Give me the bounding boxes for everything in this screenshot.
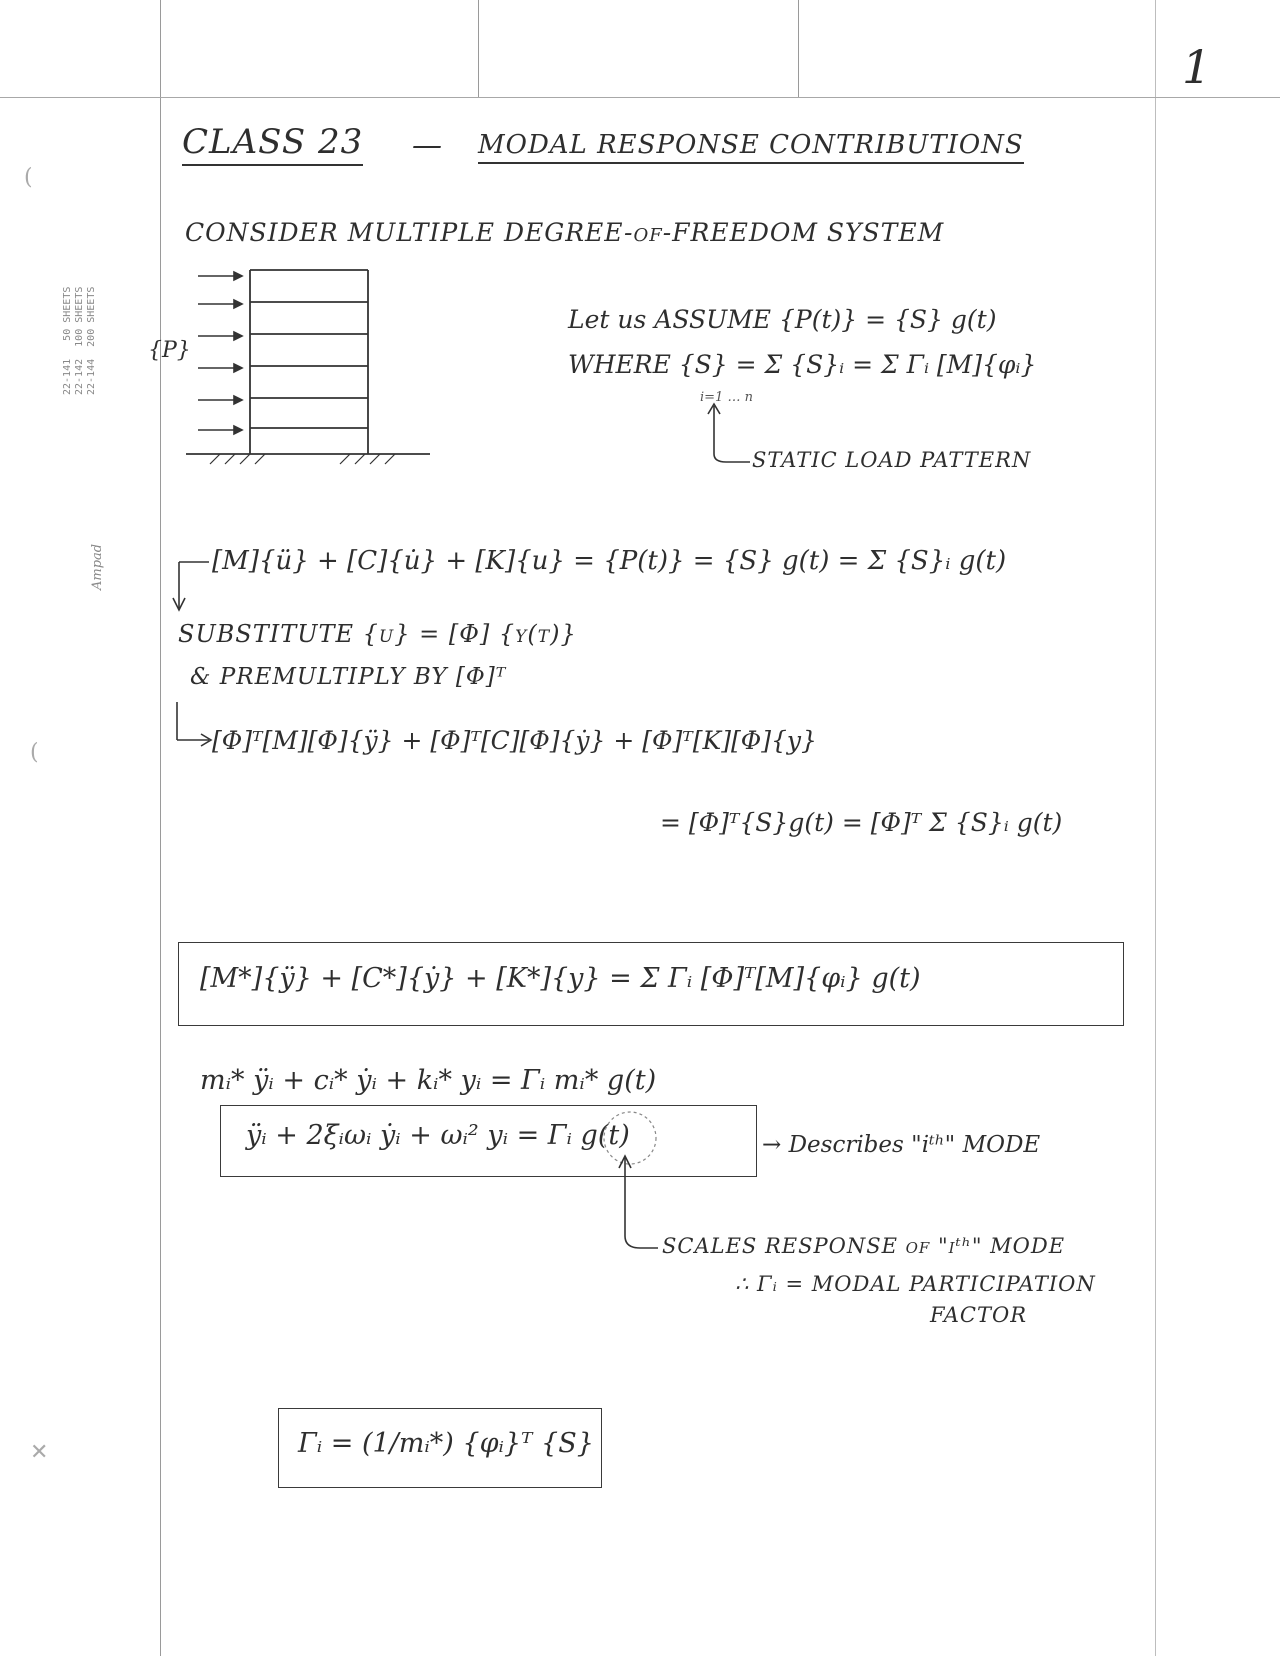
pad-line-1: 22-141 50 SHEETS <box>62 286 73 395</box>
topic-title: MODAL RESPONSE CONTRIBUTIONS <box>478 130 1024 164</box>
pad-sheet-counts <box>62 287 98 395</box>
pad-brand: Ampad <box>90 543 105 590</box>
class-label: CLASS 23 <box>182 122 363 166</box>
intro-text: CONSIDER MULTIPLE DEGREE-of-FREEDOM SYSTEM <box>185 218 945 247</box>
heading-dash: — <box>412 128 442 163</box>
modal-equation: mᵢ* ÿᵢ + cᵢ* ẏᵢ + kᵢ* yᵢ = Γᵢ mᵢ* g(t) <box>200 1065 657 1096</box>
margin-mark-1: ( <box>24 165 33 190</box>
expanded-lhs: [Φ]ᵀ[M][Φ]{ÿ} + [Φ]ᵀ[C][Φ]{ẏ} + [Φ]ᵀ[K][Φ]{y} <box>212 726 817 755</box>
static-load-pattern-label: STATIC LOAD PATTERN <box>752 448 1032 472</box>
normalized-modal-equation: ÿᵢ + 2ξᵢωᵢ ẏᵢ + ωᵢ² yᵢ = Γᵢ g(t) <box>246 1120 630 1151</box>
expanded-rhs: = [Φ]ᵀ{S}g(t) = [Φ]ᵀ Σ {S}ᵢ g(t) <box>660 808 1063 837</box>
generalized-equation: [M*]{ÿ} + [C*]{ẏ} + [K*]{y} = Σ Γᵢ [Φ]ᵀ[M]{φᵢ} g(t) <box>200 963 921 994</box>
header-divider-1 <box>478 0 479 97</box>
scales-response-note: SCALES RESPONSE of "iᵗʰ" MODE <box>662 1234 1066 1258</box>
describes-mode-note: → Describes "iᵗʰ" MODE <box>762 1132 1041 1158</box>
margin-mark-2: ( <box>30 740 39 765</box>
assume-text: Let us ASSUME {P(t)} = {S} g(t) <box>568 305 997 334</box>
flow-arrow-1 <box>165 548 215 618</box>
substitute-text: SUBSTITUTE {u} = [Φ] {y(t)} <box>178 620 577 648</box>
header-line <box>0 97 1280 98</box>
static-pattern-arrow <box>700 398 760 468</box>
pad-line-2: 22-142 100 SHEETS <box>74 286 85 395</box>
building-figure <box>150 258 450 478</box>
header-divider-2 <box>798 0 799 97</box>
premultiply-text: & PREMULTIPLY BY [Φ]ᵀ <box>190 664 507 690</box>
right-margin-line <box>1155 0 1156 1656</box>
pad-line-3: 22-144 200 SHEETS <box>86 286 97 395</box>
flow-arrow-2 <box>165 700 215 750</box>
page-number: 1 <box>1182 40 1212 94</box>
where-text: WHERE {S} = Σ {S}ᵢ = Σ Γᵢ [M]{φᵢ} <box>568 350 1037 379</box>
gamma-highlight-circle <box>600 1106 660 1266</box>
load-vector-label: {P} <box>148 338 191 363</box>
where-limits: i=1 … n <box>700 390 753 405</box>
margin-mark-3: ✕ <box>30 1440 49 1465</box>
factor-word: FACTOR <box>930 1303 1028 1327</box>
equation-of-motion: [M]{ü} + [C]{u̇} + [K]{u} = {P(t)} = {S} g(t) = Σ {S}ᵢ g(t) <box>212 546 1007 576</box>
gamma-definition: Γᵢ = (1/mᵢ*) {φᵢ}ᵀ {S} <box>298 1428 594 1459</box>
participation-factor-line: ∴ Γᵢ = MODAL PARTICIPATION <box>735 1272 1096 1296</box>
left-margin-line <box>160 0 161 1656</box>
